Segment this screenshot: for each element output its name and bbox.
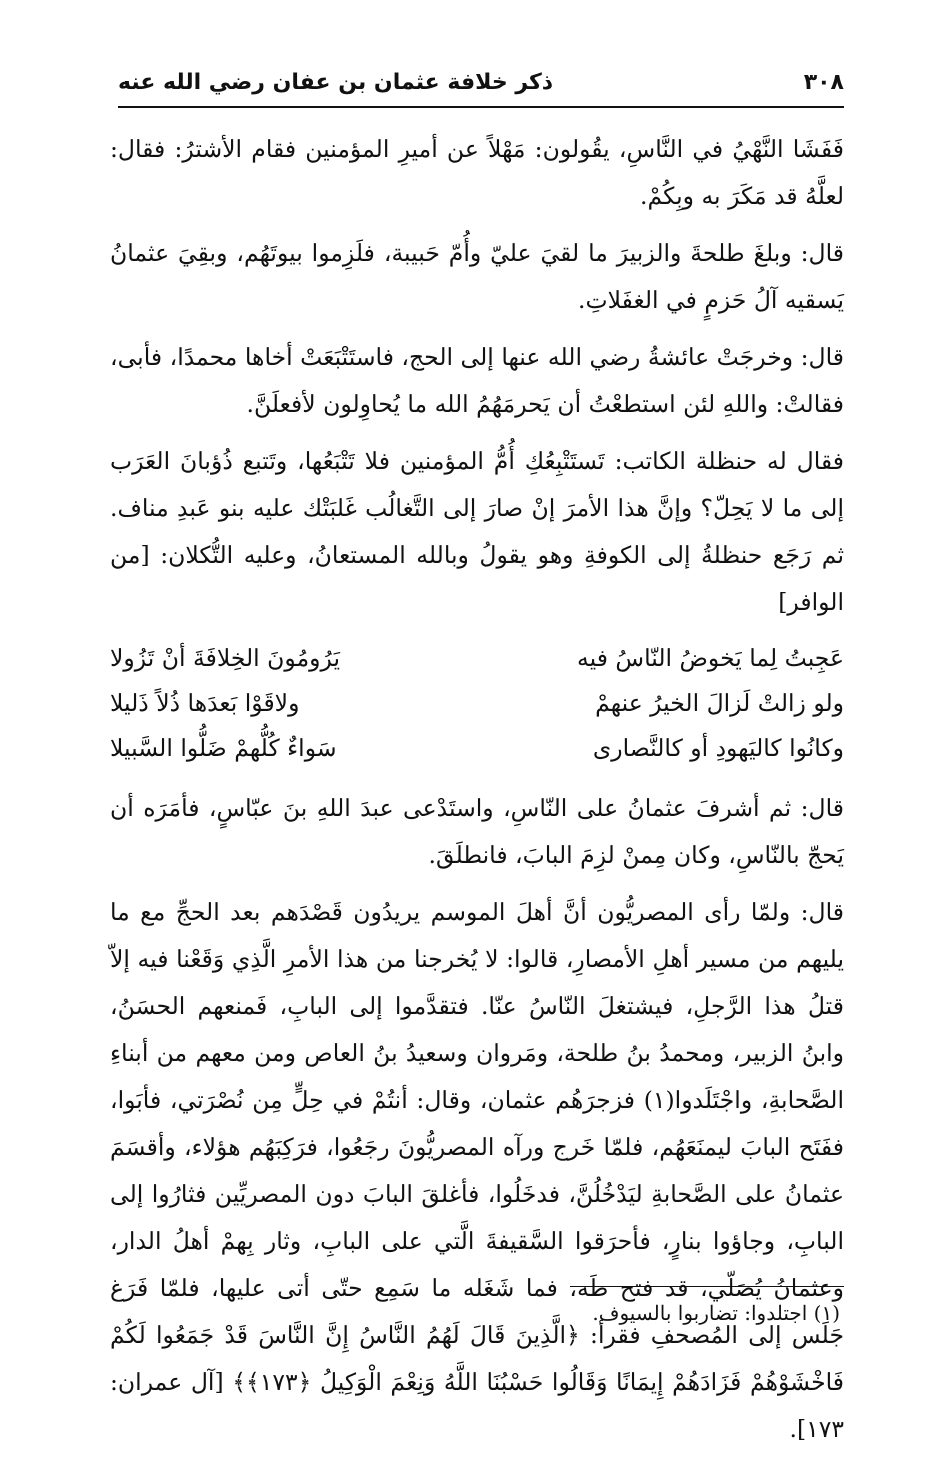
paragraph: قال: ولمّا رأى المصريُّون أنَّ أهلَ الموسم يريدُون قَصْدَهم بعد الحجِّ مع ما يليهم من مسير أهلِ الأمصارِ، قالوا: لا يُخرجنا من هذا الأمرِ الَّذِي وَقَعْنا فيه إلاّ قتلُ هذا الرَّجلِ، فيشتغلَ النّاسُ عنّا. فتقدَّموا إلى البابِ، فَمنعهم الحسَنُ، وابنُ الزبير، ومحمدُ بنُ طلحة، ومَروان وسعيدُ بنُ العاص ومن معهم من أبناءِ الصَّحابةِ، واجْتَلَدوا(١) فزجرَهُم عثمان، وقال: أنتُمْ في حِلٍّ مِن نُصْرَتي، فأبَوا، ففَتَح البابَ ليمنَعَهُم، فلمّا خَرج ورآه المصريُّونَ رجَعُوا، فرَكِبَهُم هؤلاء، وأقسَمَ عثمانُ على الصَّحابةِ ليَدْخُلُنَّ، فدخَلُوا، فأغلقَ البابَ دون المصريِّين فثارُوا إلى البابِ، وجاؤوا بنارٍ، فأحرَقوا السَّقيفةَ الَّتي على البابِ، وثار بِهمْ أهلُ الدار، وعثمانُ يُصَلّي، قد فتح طَه، فما شَغَله ما سَمِع حتّى أتى عليها، فلمّا فَرَغ جَلَس إلى المُصحفِ فقرأ: ﴿الَّذِينَ قَالَ لَهُمُ النَّاسُ إِنَّ النَّاسَ قَدْ جَمَعُوا لَكُمْ فَاخْشَوْهُمْ فَزَادَهُمْ إِيمَانًا وَقَالُوا حَسْبُنَا اللَّهُ وَنِعْمَ الْوَكِيلُ ﴿١٧٣﴾﴾ [آل عمران: ١٧٣]. xyxy=(110,898,844,1443)
paragraph: فقال له حنظلة الكاتب: تَستَتْبِعُكِ أُمُّ المؤمنين فلا تَتْبَعُها، وتَتبع ذُؤبانَ العَرَب إلى ما لا يَحِلّ؟ وإنَّ هذا الأمرَ إنْ صارَ إلى التَّغالُب غَلبَتْك عليه بنو عَبدِ مناف. ثم رَجَع حنظلةُ إلى الكوفةِ وهو يقولُ وبالله المستعانُ، وعليه التُّكلان: [من الوافر] xyxy=(110,447,844,616)
header-rule xyxy=(118,106,844,108)
paragraph: قال: وبلغَ طلحةَ والزبيرَ ما لقيَ عليّ وأُمّ حَبيبة، فلَزِموا بيوتَهُم، وبقِيَ عثمانُ يَسقيه آلُ حَزمٍ في الغفَلاتِ. xyxy=(110,239,844,314)
poem-verse xyxy=(110,636,844,681)
verse-first-hemistich: ولو زالتْ لَزالَ الخيرُ عنهمْ xyxy=(595,689,844,717)
paragraph: قال: ثم أشرفَ عثمانُ على النّاسِ، واستَدْعى عبدَ اللهِ بنَ عبّاسٍ، فأمَرَه أن يَحجّ بالنّاسِ، وكان مِمنْ لزِمَ البابَ، فانطلَقَ. xyxy=(110,794,844,869)
page-header xyxy=(118,62,844,102)
page-number: ٣٠٨ xyxy=(803,69,844,95)
verse-first-hemistich: عَجِبتُ لِما يَخوضُ النّاسُ فيه xyxy=(577,644,844,672)
poem-verse xyxy=(110,681,844,726)
verse-second-hemistich: سَواءٌ كُلُّهمْ ضَلُّوا السَّبيلا xyxy=(110,734,337,762)
verse-second-hemistich: يَرُومُونَ الخِلافَةَ أنْ تَزُولا xyxy=(110,644,341,672)
footnote-rule xyxy=(570,1286,844,1287)
main-text xyxy=(110,126,844,1463)
poem xyxy=(110,636,844,771)
poem-verse xyxy=(110,726,844,771)
paragraph: قال: وخرجَتْ عائشةُ رضي الله عنها إلى الحج، فاستَتْبَعَتْ أخاها محمدًا، فأبى، فقالتْ: واللهِ لئن استطعْتُ أن يَحرمَهُمُ الله ما يُحاوِلون لأفعلَنَّ. xyxy=(110,343,844,418)
verse-first-hemistich: وكانُوا كاليَهودِ أو كالنَّصارى xyxy=(592,734,844,762)
running-title: ذكر خلافة عثمان بن عفان رضي الله عنه xyxy=(118,69,554,95)
paragraph: فَفَشَا النَّهْيُ في النَّاسِ، يقُولون: مَهْلاً عن أميرِ المؤمنين فقام الأشترُ: فقال: لعلَّهُ قد مَكَرَ به وبِكُمْ. xyxy=(110,135,844,210)
footnote: (١) اجتلدوا: تضاربوا بالسيوف. xyxy=(592,1301,840,1325)
verse-second-hemistich: ولاقَوْا بَعدَها ذُلاً ذَليلا xyxy=(110,689,300,717)
